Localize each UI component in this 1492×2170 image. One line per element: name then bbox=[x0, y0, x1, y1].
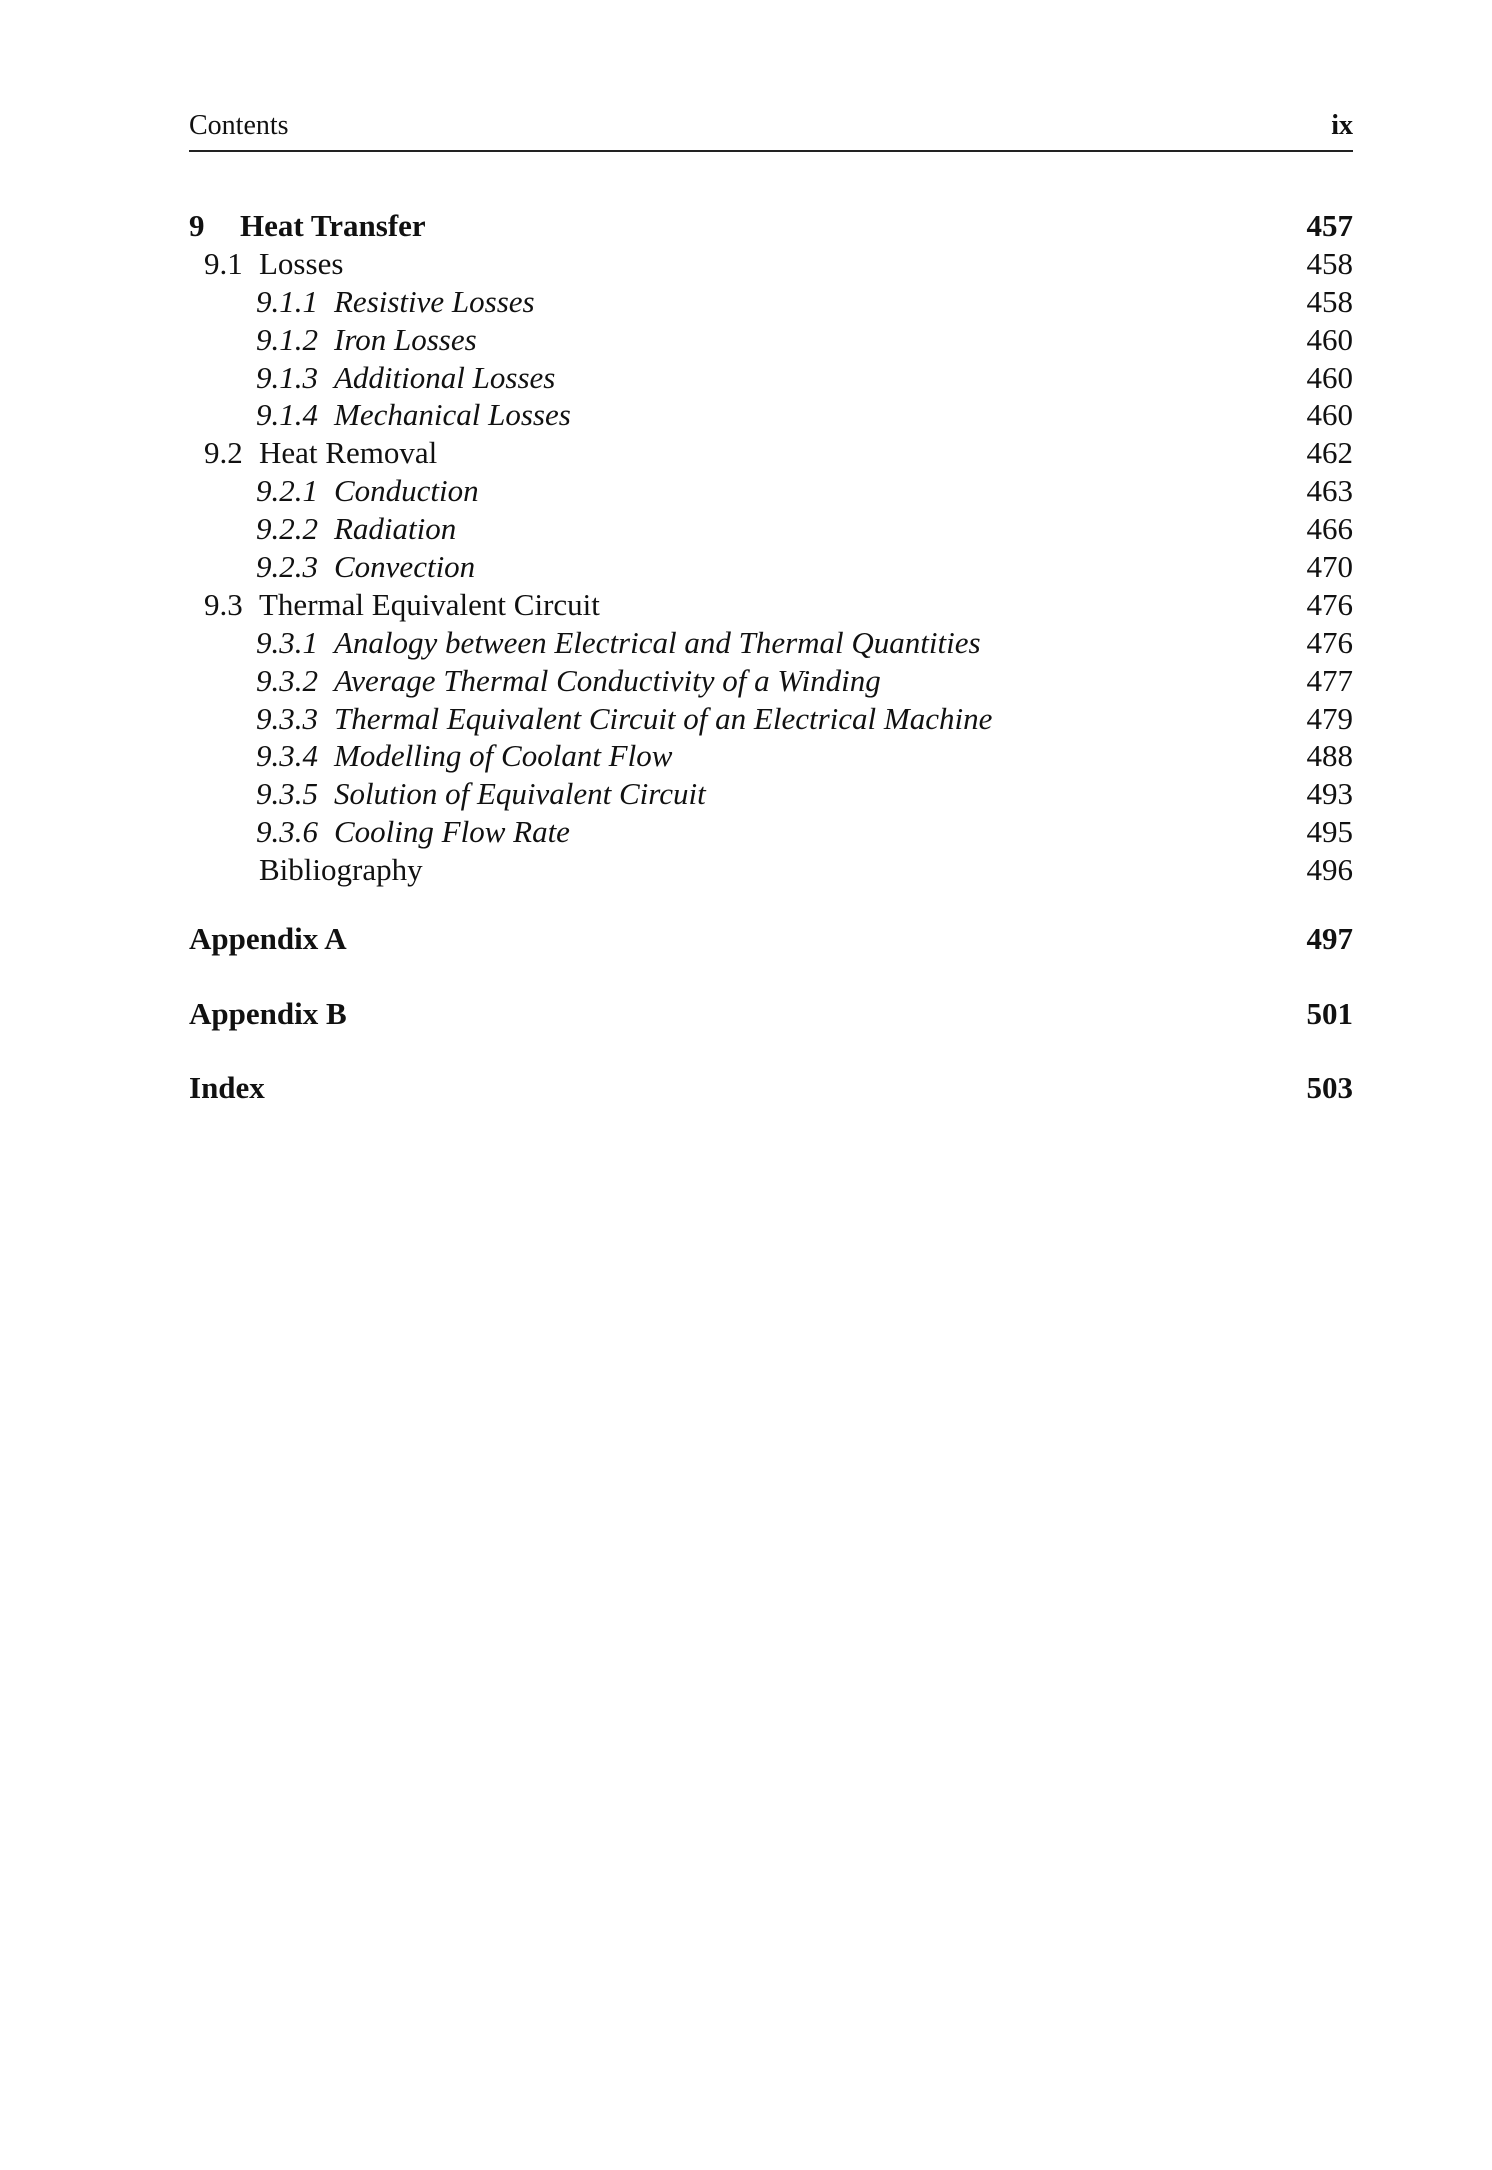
toc-title: Heat Removal bbox=[259, 435, 438, 471]
toc-title: Appendix B bbox=[189, 996, 347, 1031]
toc-subsection-9-3-6[interactable] bbox=[189, 813, 1353, 851]
toc-number: 9.1.1 bbox=[256, 283, 318, 319]
toc-subsection-9-2-2[interactable] bbox=[189, 510, 1353, 548]
toc-title: Conduction bbox=[334, 473, 479, 509]
toc-number: 9.2 bbox=[204, 435, 243, 471]
toc-number: 9.3.3 bbox=[256, 700, 318, 736]
toc-subsection-9-3-5[interactable] bbox=[189, 775, 1353, 813]
toc-title: Resistive Losses bbox=[334, 283, 535, 319]
toc-number: 9.3.5 bbox=[256, 776, 318, 812]
toc-subsection-9-1-3[interactable] bbox=[189, 359, 1353, 397]
toc-page-number: 458 bbox=[1306, 283, 1353, 319]
toc-section-9-2[interactable] bbox=[189, 434, 1353, 472]
toc-page-number: 460 bbox=[1306, 359, 1353, 395]
toc-title: Losses bbox=[259, 245, 344, 281]
toc-title: Index bbox=[189, 1070, 265, 1105]
toc-title: Mechanical Losses bbox=[334, 397, 571, 433]
toc-bibliography[interactable] bbox=[189, 851, 1353, 889]
toc-title: Solution of Equivalent Circuit bbox=[334, 776, 706, 812]
table-of-contents bbox=[189, 207, 1353, 889]
toc-subsection-9-3-2[interactable] bbox=[189, 662, 1353, 700]
toc-page-number: 476 bbox=[1306, 586, 1353, 622]
toc-number: 9.2.3 bbox=[256, 549, 318, 585]
toc-title: Bibliography bbox=[259, 852, 423, 888]
toc-page-number: 496 bbox=[1306, 852, 1353, 888]
toc-title: Thermal Equivalent Circuit of an Electrical Machine bbox=[334, 700, 993, 736]
toc-title: Average Thermal Conductivity of a Winding bbox=[334, 662, 881, 698]
toc-appendix-b[interactable] bbox=[189, 994, 1353, 1034]
toc-number: 9.1.4 bbox=[256, 397, 318, 433]
toc-page-number: 477 bbox=[1306, 662, 1353, 698]
toc-page-number: 458 bbox=[1306, 245, 1353, 281]
toc-title: Additional Losses bbox=[334, 359, 556, 395]
toc-page-number: 503 bbox=[1306, 1070, 1353, 1105]
toc-index[interactable] bbox=[189, 1068, 1353, 1108]
toc-number: 9.1 bbox=[204, 245, 243, 281]
toc-page-number: 463 bbox=[1306, 473, 1353, 509]
toc-number: 9.3.2 bbox=[256, 662, 318, 698]
toc-subsection-9-3-3[interactable] bbox=[189, 700, 1353, 738]
toc-page-number: 460 bbox=[1306, 397, 1353, 433]
toc-title: Analogy between Electrical and Thermal Quantities bbox=[334, 624, 981, 660]
toc-subsection-9-3-1[interactable] bbox=[189, 624, 1353, 662]
toc-page-number: 460 bbox=[1306, 321, 1353, 357]
toc-chapter-heat-transfer[interactable] bbox=[189, 207, 1353, 245]
toc-title: Radiation bbox=[334, 511, 457, 547]
toc-page-number: 457 bbox=[1306, 208, 1353, 243]
toc-title: Iron Losses bbox=[334, 321, 477, 357]
toc-number: 9.3 bbox=[204, 586, 243, 622]
toc-title: Convection bbox=[334, 549, 476, 585]
toc-title: Cooling Flow Rate bbox=[334, 814, 570, 850]
toc-page-number: 476 bbox=[1306, 624, 1353, 660]
toc-number: 9.1.3 bbox=[256, 359, 318, 395]
toc-page-number: 501 bbox=[1306, 996, 1353, 1031]
toc-number: 9.2.1 bbox=[256, 473, 318, 509]
toc-page-number: 493 bbox=[1306, 776, 1353, 812]
toc-subsection-9-1-4[interactable] bbox=[189, 396, 1353, 434]
toc-number: 9.3.6 bbox=[256, 814, 318, 850]
toc-page-number: 466 bbox=[1306, 511, 1353, 547]
toc-page-number: 470 bbox=[1306, 549, 1353, 585]
toc-number: 9.2.2 bbox=[256, 511, 318, 547]
toc-title: Modelling of Coolant Flow bbox=[334, 738, 673, 774]
toc-subsection-9-2-1[interactable] bbox=[189, 472, 1353, 510]
toc-subsection-9-1-1[interactable] bbox=[189, 283, 1353, 321]
toc-title: Heat Transfer bbox=[240, 208, 426, 243]
toc-page-number: 497 bbox=[1306, 921, 1353, 956]
toc-page-number: 488 bbox=[1306, 738, 1353, 774]
toc-subsection-9-3-4[interactable] bbox=[189, 737, 1353, 775]
running-head-page-number: ix bbox=[1331, 110, 1353, 141]
running-head bbox=[189, 108, 1353, 152]
toc-appendix-a[interactable] bbox=[189, 919, 1353, 959]
toc-page-number: 495 bbox=[1306, 814, 1353, 850]
toc-title: Thermal Equivalent Circuit bbox=[259, 586, 600, 622]
toc-page-number: 462 bbox=[1306, 435, 1353, 471]
toc-section-9-3[interactable] bbox=[189, 586, 1353, 624]
toc-subsection-9-1-2[interactable] bbox=[189, 321, 1353, 359]
toc-number: 9.1.2 bbox=[256, 321, 318, 357]
toc-title: Appendix A bbox=[189, 921, 347, 956]
toc-number: 9.3.4 bbox=[256, 738, 318, 774]
toc-subsection-9-2-3[interactable] bbox=[189, 548, 1353, 586]
toc-number: 9 bbox=[189, 208, 205, 243]
running-head-title: Contents bbox=[189, 110, 289, 141]
toc-section-9-1[interactable] bbox=[189, 245, 1353, 283]
toc-page-number: 479 bbox=[1306, 700, 1353, 736]
toc-number: 9.3.1 bbox=[256, 624, 318, 660]
